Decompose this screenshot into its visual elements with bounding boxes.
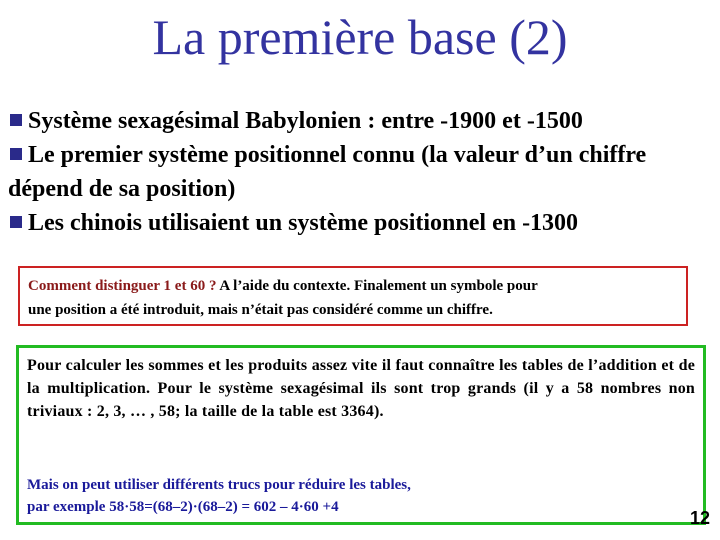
- green-note-paragraph: Pour calculer les sommes et les produits assez vite il faut connaître les tables de l’addition et de la multiplication. Pour le système sexagésimal ils sont trop grands (il y a 58 nombres non triviaux : 2, 3, … , 58; la taille de la table est 3364).: [27, 357, 695, 420]
- square-bullet-icon: [10, 114, 22, 126]
- square-bullet-icon: [10, 216, 22, 228]
- bullet-text: Système sexagésimal Babylonien : entre -1900 et -1500: [28, 108, 583, 134]
- bullet-list: [8, 104, 708, 240]
- square-bullet-icon: [10, 148, 22, 160]
- red-note-line: une position a été introduit, mais n’était pas considéré comme un chiffre.: [28, 302, 493, 318]
- slide-title: La première base (2): [152, 9, 568, 65]
- bullet-item: [8, 138, 708, 206]
- example-line: par exemple 58·58=(68–2)·(68–2) = 602 – 4·60 +4: [27, 499, 339, 515]
- green-note-example: [27, 474, 627, 518]
- bullet-item: [8, 104, 708, 138]
- red-note-question: Comment distinguer 1 et 60 ?: [28, 278, 220, 294]
- example-line: Mais on peut utiliser différents trucs pour réduire les tables,: [27, 477, 411, 493]
- green-note-box: [16, 345, 706, 525]
- page-number: 12: [690, 508, 711, 528]
- bullet-text: Les chinois utilisaient un système positionnel en -1300: [28, 210, 579, 236]
- red-note-box: [18, 266, 688, 326]
- red-note-answer: A l’aide du contexte. Finalement un symbole pour: [219, 278, 538, 294]
- red-note-line: [28, 274, 678, 298]
- bullet-item: [8, 206, 708, 240]
- bullet-text: Le premier système positionnel connu (la valeur d’un chiffre dépend de sa position): [8, 142, 647, 202]
